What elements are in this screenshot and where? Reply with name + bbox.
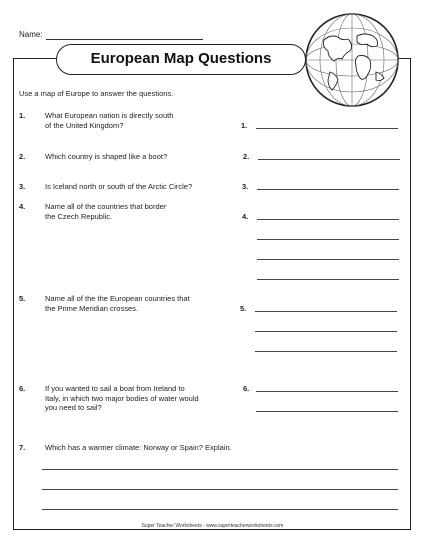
answer-line[interactable] [257, 279, 399, 280]
question-number: 3. [19, 182, 26, 191]
answer-number: 6. [243, 384, 250, 393]
answer-number: 1. [241, 121, 248, 130]
answer-number: 2. [243, 152, 250, 161]
answer-line[interactable] [256, 411, 398, 412]
question-number: 6. [19, 384, 26, 393]
question-text: Name all of the countries that border the Czech Republic. [45, 202, 167, 221]
question-number: 1. [19, 111, 26, 120]
answer-line[interactable] [258, 159, 400, 160]
instructions: Use a map of Europe to answer the questions. [19, 89, 174, 98]
question-number: 5. [19, 294, 26, 303]
answer-line[interactable] [42, 509, 398, 510]
answer-line[interactable] [257, 239, 399, 240]
answer-line[interactable] [255, 331, 397, 332]
answer-line[interactable] [257, 219, 399, 220]
answer-line[interactable] [257, 189, 399, 190]
question-text: Which has a warmer climate: Norway or Spain? Explain. [45, 443, 232, 452]
question-number: 2. [19, 152, 26, 161]
answer-number: 5. [240, 304, 247, 313]
answer-line[interactable] [42, 489, 398, 490]
answer-line[interactable] [255, 351, 397, 352]
answer-line[interactable] [255, 311, 397, 312]
page-title: European Map Questions [56, 44, 306, 75]
question-text: Which country is shaped like a boot? [45, 152, 168, 161]
question-text: Name all of the the European countries that the Prime Meridian crosses. [45, 294, 190, 313]
answer-line[interactable] [256, 391, 398, 392]
footer: Super Teacher Worksheets - www.superteacherworksheets.com [141, 523, 284, 529]
question-number: 4. [19, 202, 26, 211]
answer-line[interactable] [42, 469, 398, 470]
question-text: What European nation is directly south of the United Kingdom? [45, 111, 174, 130]
globe-icon [302, 10, 402, 110]
name-label: Name: [19, 30, 43, 39]
name-field[interactable] [46, 39, 203, 40]
answer-line[interactable] [257, 259, 399, 260]
answer-line[interactable] [256, 128, 398, 129]
answer-number: 4. [242, 212, 249, 221]
question-text: If you wanted to sail a boat from Ireland to Italy, in which two major bodies of water would you need to sail? [45, 384, 199, 412]
answer-number: 3. [242, 182, 249, 191]
question-text: Is Iceland north or south of the Arctic Circle? [45, 182, 193, 191]
question-number: 7. [19, 443, 26, 452]
